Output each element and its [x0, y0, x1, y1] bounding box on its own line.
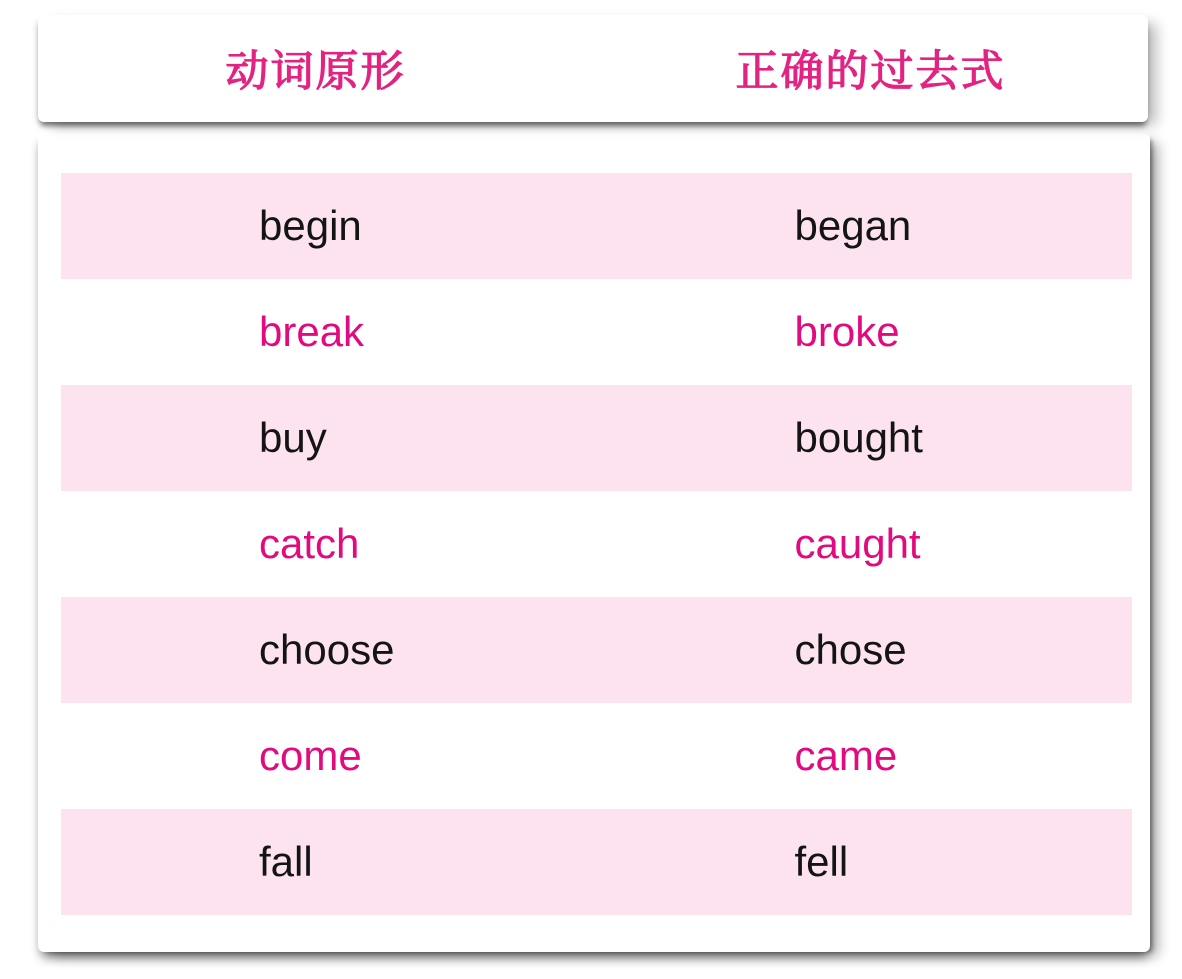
table-row	[61, 279, 1132, 385]
base-form-cell: come	[259, 732, 362, 779]
base-form-cell: break	[259, 308, 365, 355]
table-body-card	[38, 133, 1150, 952]
base-form-cell: buy	[259, 414, 327, 461]
column-header-past-tense: 正确的过去式	[735, 48, 1006, 96]
past-tense-cell: broke	[794, 308, 900, 355]
table-row	[61, 809, 1132, 915]
table-row	[61, 597, 1132, 703]
past-tense-cell: came	[794, 732, 898, 779]
past-tense-cell: chose	[794, 626, 907, 673]
past-tense-cell: caught	[794, 520, 921, 567]
base-form-cell: begin	[259, 202, 362, 249]
past-tense-cell: fell	[794, 838, 849, 885]
base-form-cell: fall	[259, 838, 313, 885]
base-form-cell: choose	[259, 626, 395, 673]
table-row	[61, 491, 1132, 597]
past-tense-cell: bought	[794, 414, 923, 461]
past-tense-cell: began	[794, 202, 912, 249]
table-row	[61, 173, 1132, 279]
base-form-cell: catch	[259, 520, 360, 567]
table-header-card	[38, 15, 1148, 122]
table-row	[61, 703, 1132, 809]
column-header-base-form: 动词原形	[225, 48, 406, 96]
table-row	[61, 385, 1132, 491]
verb-rows	[61, 173, 1132, 915]
